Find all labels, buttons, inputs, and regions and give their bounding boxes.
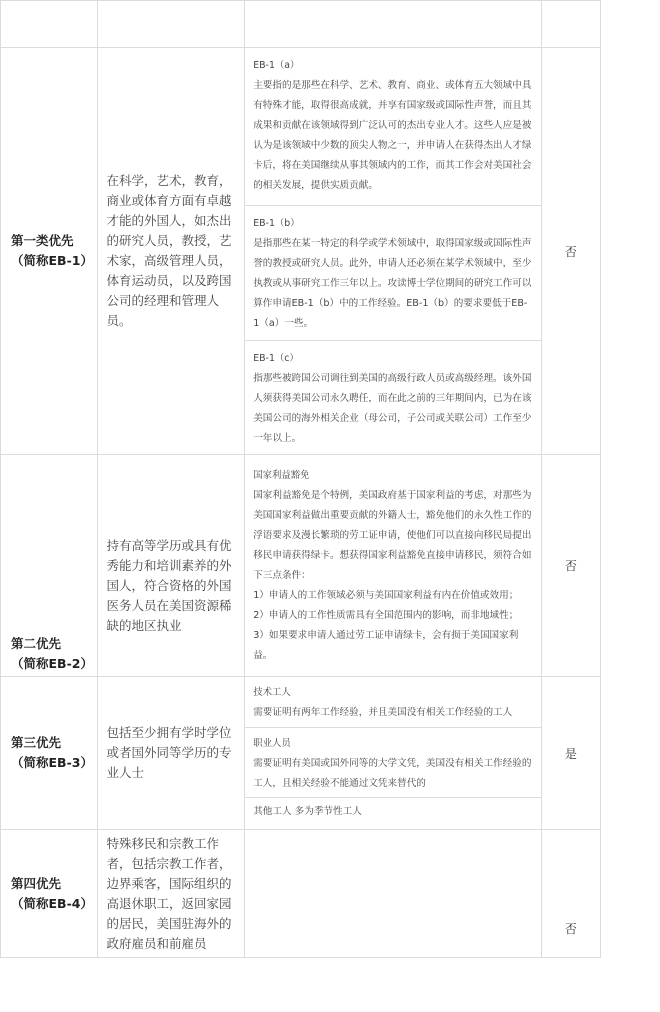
category-abbr: （简称EB-4） xyxy=(11,895,93,911)
category-name: 第二优先 xyxy=(11,636,62,651)
subcategory-title: 技术工人 xyxy=(253,687,291,698)
category-abbr: （简称EB-3） xyxy=(11,755,93,770)
table-row-eb4 xyxy=(1,830,601,958)
answer-cell: 是 xyxy=(541,677,600,830)
subcategory-title: 职业人员 xyxy=(253,738,291,749)
subcategory-cell-empty xyxy=(245,830,541,958)
category-name: 第四优先 xyxy=(11,875,62,891)
category-abbr: （简称EB-2） xyxy=(11,656,93,671)
category-name: 第一类优先 xyxy=(11,233,74,248)
category-cell xyxy=(1,455,98,677)
condition-item: 1）申请人的工作领域必须与美国国家利益有内在价值或效用； xyxy=(253,590,519,601)
category-name: 第三优先 xyxy=(11,735,62,750)
table-row-eb1 xyxy=(1,48,601,455)
answer-cell: 否 xyxy=(541,48,600,455)
category-abbr: （简称EB-1） xyxy=(11,253,93,268)
subcategory-text: 其他工人 多为季节性工人 xyxy=(253,806,362,817)
subcategory-text: 需要证明有美国或国外同等的大学文凭，美国没有相关工作经验的工人，且相关经验不能通过文凭来替代的 xyxy=(253,758,532,789)
condition-item: 3）如果要求申请人通过劳工证申请绿卡，会有损于美国国家利益。 xyxy=(253,630,519,661)
subcategory-text: 需要证明有两年工作经验，并且美国没有相关工作经验的工人 xyxy=(253,707,513,718)
subcategory-eb1c xyxy=(245,340,540,454)
empty-cell xyxy=(541,1,600,48)
subcategory-cell xyxy=(245,48,541,455)
table-row-top-empty xyxy=(1,1,601,48)
subcategory-cell xyxy=(245,677,541,830)
subcategory-title: 国家利益豁免 xyxy=(253,470,310,481)
subcategory-eb1a xyxy=(245,48,540,205)
table-row-eb2 xyxy=(1,455,601,677)
subcategory-text: 是指那些在某一特定的科学或学术领域中，取得国家级或国际性声誉的教授或研究人员。此外，申请人还必须在某学术领域中，至少执教或从事研究工作三年以上。攻读博士学位期间的研究工作可以算作申请EB-1（b）中的工作经验。EB-1（b）的要求要低于EB-1（a）一些。 xyxy=(253,238,532,329)
empty-cell xyxy=(245,1,541,48)
description-cell: 特殊移民和宗教工作者，包括宗教工作者，边界乘客，国际组织的高退休职工，返回家园的居民，美国驻海外的政府雇员和前雇员 xyxy=(98,830,245,958)
subcategory-text: 国家利益豁免是个特例，美国政府基于国家利益的考虑，对那些为美国国家利益做出重要贡献的外籍人士，豁免他们的永久性工作的浮语要求及漫长繁琐的劳工证申请，使他们可以直接向移民局提出移民申请获得绿卡。想获得国家利益豁免直接申请移民，须符合如下三点条件： xyxy=(253,490,532,581)
condition-item: 2）申请人的工作性质需具有全国范围内的影响，而非地域性； xyxy=(253,610,519,621)
subcategory-title: EB-1（a） xyxy=(253,60,300,71)
category-cell xyxy=(1,677,98,830)
subcategory-title: EB-1（b） xyxy=(253,218,300,229)
description-cell: 在科学，艺术，教育，商业或体育方面有卓越才能的外国人，如杰出的研究人员，教授，艺术家，高级管理人员，体育运动员，以及跨国公司的经理和管理人员。 xyxy=(98,48,245,455)
table-row-eb3 xyxy=(1,677,601,830)
subcategory-professional xyxy=(245,727,540,797)
subcategory-text: 指那些被跨国公司调往到美国的高级行政人员或高级经理。该外国人须获得美国公司永久聘任，而在此之前的三年期间内，已为在该美国公司的海外相关企业（母公司，子公司或关联公司）工作至少一年以上。 xyxy=(253,373,532,444)
description-cell: 持有高等学历或具有优秀能力和培训素养的外国人，符合资格的外国医务人员在美国资源稀缺的地区执业 xyxy=(98,455,245,677)
description-cell: 包括至少拥有学时学位或者国外同等学历的专业人士 xyxy=(98,677,245,830)
subcategory-title: EB-1（c） xyxy=(253,353,299,364)
subcategory-skilled xyxy=(245,677,540,727)
empty-cell xyxy=(1,1,98,48)
category-cell xyxy=(1,830,98,958)
subcategory-niw xyxy=(245,458,540,673)
empty-cell xyxy=(98,1,245,48)
subcategory-text: 主要指的是那些在科学、艺术、教育、商业、或体育五大领域中具有特殊才能，取得很高成就，并享有国家级或国际性声誉，而且其成果和贡献在该领域得到广泛认可的杰出专业人才。这些人应是被认为是该领域中少数的顶尖人物之一，并申请人在获得杰出人才绿卡后，将在美国继续从事其领域内的工作，而其工作会对美国社会的相关发展，提供实质贡献。 xyxy=(253,80,532,191)
answer-cell: 否 xyxy=(541,830,600,958)
subcategory-cell xyxy=(245,455,541,677)
category-cell xyxy=(1,48,98,455)
subcategory-eb1b xyxy=(245,205,540,340)
answer-cell: 否 xyxy=(541,455,600,677)
subcategory-other xyxy=(245,797,540,829)
